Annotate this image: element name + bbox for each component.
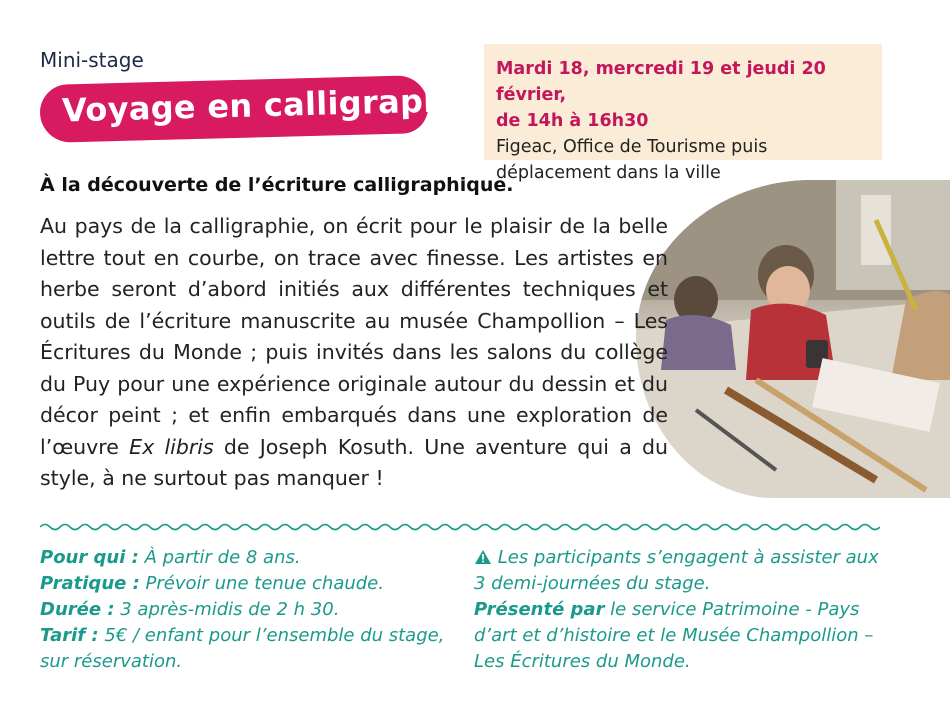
schedule-dates: Mardi 18, mercredi 19 et jeudi 20 février, xyxy=(496,59,826,105)
schedule-place: Figeac, Office de Tourisme puis xyxy=(496,137,768,157)
practical-line xyxy=(40,571,450,597)
section-kicker: Mini-stage xyxy=(40,48,144,72)
calligraphy-workshop-illustration xyxy=(636,180,950,498)
price-line xyxy=(40,623,450,675)
audience-value: À partir de 8 ans. xyxy=(138,547,301,568)
duration-label: Durée : xyxy=(40,599,115,620)
schedule-hours: de 14h à 16h30 xyxy=(496,111,649,131)
presenter-value: le service Patrimoine - Pays d’art et d’histoire et le Musée Champollion – Les Écritures du Monde. xyxy=(474,599,874,672)
artwork-title: Ex libris xyxy=(129,434,214,459)
article-body xyxy=(40,211,668,495)
schedule-place-continued: déplacement dans la ville xyxy=(496,163,721,183)
notice-text: Les participants s’engagent à assister aux 3 demi-journées du stage. xyxy=(474,547,879,594)
price-value: 5€ / enfant pour l’ensemble du stage, sur réservation. xyxy=(40,625,445,672)
practical-label: Pratique : xyxy=(40,573,140,594)
presenter-line xyxy=(474,597,884,675)
schedule-box xyxy=(484,44,882,183)
practical-value: Prévoir une tenue chaude. xyxy=(139,573,384,594)
article-body-part1: Au pays de la calligraphie, on écrit pour le plaisir de la belle lettre tout en courbe, on trace avec finesse. Les artistes en herbe seront d’abord initiés aux différentes techniques et outils de l’écriture manuscrite au musée Champollion – Les Écritures du Monde ; puis invités dans les salons du collège du Puy pour une expérience originale autour du dessin et du décor peint ; et enfin embarqués dans une exploration de l’œuvre xyxy=(40,214,668,459)
notice-line xyxy=(474,545,884,597)
price-label: Tarif : xyxy=(40,625,99,646)
audience-line xyxy=(40,545,450,571)
practical-info-right xyxy=(474,545,884,675)
duration-value: 3 après-midis de 2 h 30. xyxy=(114,599,340,620)
workshop-photo xyxy=(636,180,950,498)
practical-info-left xyxy=(40,545,450,675)
article-lead: À la découverte de l’écriture calligraphique. xyxy=(40,174,514,196)
duration-line xyxy=(40,597,450,623)
presenter-label: Présenté par xyxy=(474,599,605,620)
warning-triangle-icon xyxy=(474,549,492,565)
article-body-part2: de Joseph Kosuth. Une aventure qui a du style, à ne surtout pas manquer ! xyxy=(40,434,669,490)
wavy-divider xyxy=(40,520,880,534)
page-title: Voyage en calligraphie xyxy=(61,80,480,130)
audience-label: Pour qui : xyxy=(40,547,139,568)
